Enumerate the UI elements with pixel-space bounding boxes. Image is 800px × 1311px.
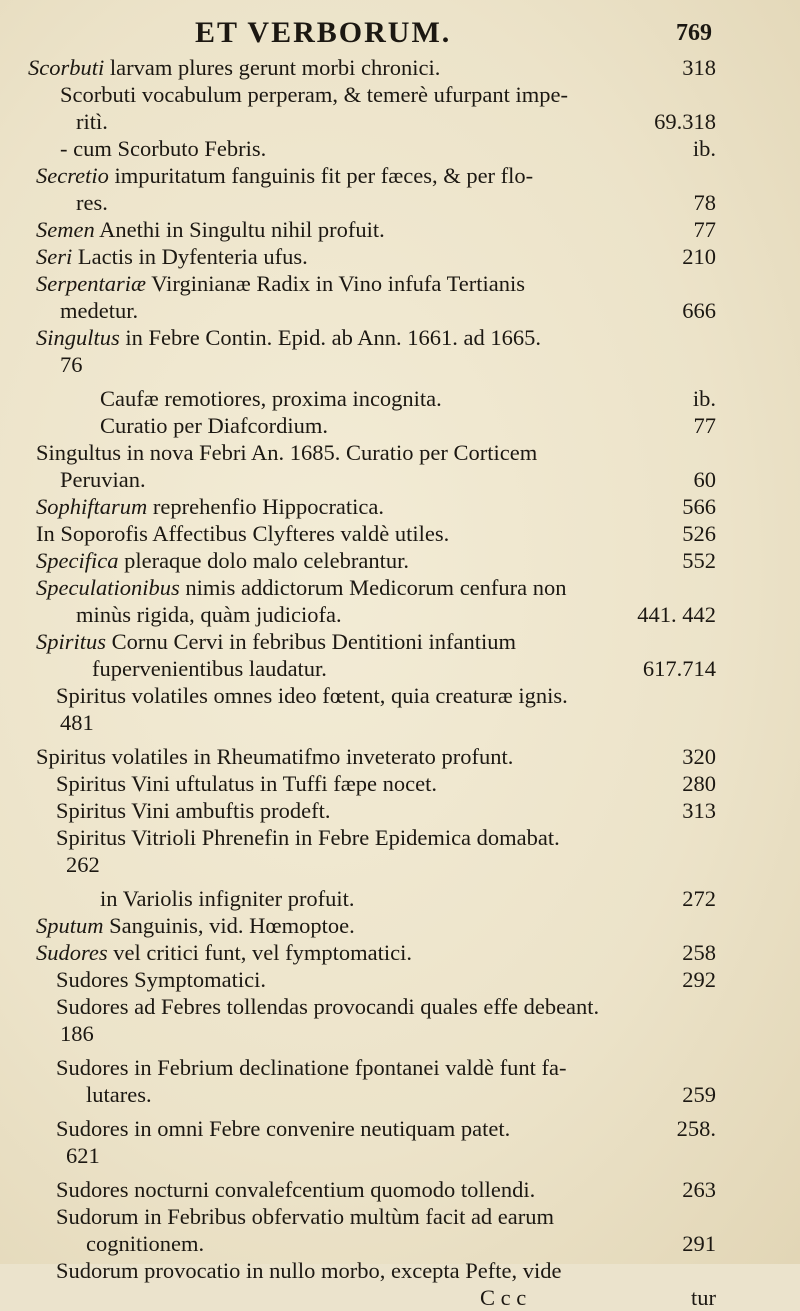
- index-line: [0, 885, 800, 912]
- index-line: [0, 324, 800, 351]
- entry-pages: 318: [682, 55, 716, 80]
- entry-text: Spiritus Vini ambuftis prodeft.: [56, 798, 331, 823]
- entry-text: 76: [60, 352, 83, 377]
- entry-pages: 210: [682, 244, 716, 269]
- entry-pages: 258.: [676, 1116, 716, 1141]
- page-number: 769: [676, 20, 712, 46]
- index-line: [0, 824, 800, 851]
- entry-pages: 552: [682, 548, 716, 573]
- index-line: [0, 297, 800, 324]
- entry-text: Sudorum in Febribus obfervatio multùm facit ad earum: [56, 1204, 555, 1229]
- index-line: [0, 216, 800, 243]
- entry-text: 621: [66, 1143, 100, 1168]
- index-line: [0, 108, 800, 135]
- entry-text: Spiritus volatiles in Rheumatifmo inveterato profunt.: [36, 744, 514, 769]
- entry-text: Sudores in omni Febre convenire neutiquam patet.: [56, 1116, 511, 1141]
- entry-text: Singultus in nova Febri An. 1685. Curatio per Corticem: [36, 440, 538, 465]
- index-line: [0, 270, 800, 297]
- entry-text: Spiritus volatiles omnes ideo fœtent, quia creaturæ ignis.: [56, 683, 568, 708]
- entry-term: Scorbuti: [28, 55, 105, 80]
- entry-pages: 272: [682, 886, 716, 911]
- entry-text: medetur.: [60, 298, 139, 323]
- entry-pages: 617.714: [642, 656, 716, 681]
- entry-pages: 77: [693, 413, 716, 438]
- entry-pages: 566: [682, 494, 716, 519]
- entry-text: in Febre Contin. Epid. ab Ann. 1661. ad 1665.: [119, 325, 541, 350]
- entry-text: 481: [60, 710, 94, 735]
- entry-text: lutares.: [86, 1082, 152, 1107]
- entry-text: pleraque dolo malo celebrantur.: [118, 548, 409, 573]
- entry-text: Virginianæ Radix in Vino infufa Tertianis: [146, 271, 526, 296]
- entry-text: Spiritus Vini uftulatus in Tuffi fæpe nocet.: [56, 771, 437, 796]
- entry-pages: 77: [693, 217, 716, 242]
- index-line: [0, 1176, 800, 1203]
- entry-text: Anethi in Singultu nihil profuit.: [94, 217, 385, 242]
- entry-text: reprehenfio Hippocratica.: [147, 494, 385, 519]
- index-line: [0, 993, 800, 1020]
- entry-text: Sanguinis, vid. Hœmoptoe.: [103, 913, 355, 938]
- index-line: [0, 912, 800, 939]
- entry-text: Cornu Cervi in febribus Dentitioni infantium: [106, 629, 516, 654]
- index-line: [0, 939, 800, 966]
- index-line: [0, 1257, 800, 1284]
- entry-text: - cum Scorbuto Febris.: [60, 136, 267, 161]
- entry-text: Scorbuti vocabulum perperam, & temerè ufurpant impe-: [60, 82, 568, 107]
- entry-term: Singultus: [36, 325, 120, 350]
- entry-text: Peruvian.: [60, 467, 146, 492]
- entry-term: Serpentariæ: [36, 271, 146, 296]
- index-line: [0, 520, 800, 547]
- entry-pages: 320: [682, 744, 716, 769]
- index-line: [0, 743, 800, 770]
- entry-text: vel critici funt, vel fymptomatici.: [107, 940, 412, 965]
- index-line: [0, 81, 800, 108]
- entry-text: impuritatum fanguinis fit per fæces, & per flo-: [108, 163, 534, 188]
- page-header: [0, 8, 800, 52]
- entry-text: Curatio per Diafcordium.: [100, 413, 329, 438]
- entry-term: Secretio: [36, 163, 109, 188]
- entry-text: Lactis in Dyfenteria ufus.: [72, 244, 308, 269]
- entry-pages: ib.: [692, 386, 716, 411]
- catchword: tur: [691, 1285, 716, 1310]
- index-entries: [0, 54, 800, 1311]
- entry-pages: 441. 442: [637, 602, 716, 627]
- entry-text: in Variolis infigniter profuit.: [100, 886, 355, 911]
- entry-term: Sudores: [36, 940, 108, 965]
- entry-text: Sudorum provocatio in nullo morbo, excepta Pefte, vide: [56, 1258, 562, 1283]
- running-title: ET VERBORUM.: [195, 16, 452, 49]
- entry-term: Semen: [36, 217, 95, 242]
- index-line: [0, 54, 800, 81]
- entry-text: Caufæ remotiores, proxima incognita.: [100, 386, 442, 411]
- index-line: [0, 412, 800, 439]
- entry-text: Sudores in Febrium declinatione fpontanei valdè funt fa-: [56, 1055, 567, 1080]
- entry-text: res.: [76, 190, 108, 215]
- index-line: [0, 655, 800, 682]
- index-line: [0, 1020, 800, 1047]
- entry-term: Sophiftarum: [36, 494, 148, 519]
- index-line: [0, 709, 800, 736]
- index-line: [0, 466, 800, 493]
- index-line: [0, 601, 800, 628]
- entry-pages: 526: [682, 521, 716, 546]
- index-line: [0, 493, 800, 520]
- page-footer: [0, 1284, 800, 1311]
- index-line: [0, 851, 800, 878]
- entry-pages: 313: [682, 798, 716, 823]
- entry-text: Sudores Symptomatici.: [56, 967, 266, 992]
- index-line: [0, 1115, 800, 1142]
- entry-term: Seri: [36, 244, 73, 269]
- entry-text: Sudores ad Febres tollendas provocandi quales effe debeant.: [56, 994, 600, 1019]
- entry-pages: 263: [682, 1177, 716, 1202]
- entry-pages: 258: [682, 940, 716, 965]
- entry-text: Sudores nocturni convalefcentium quomodo tollendi.: [56, 1177, 536, 1202]
- entry-term: Speculationibus: [36, 575, 180, 600]
- entry-text: minùs rigida, quàm judiciofa.: [76, 602, 342, 627]
- entry-text: fupervenientibus laudatur.: [92, 656, 327, 681]
- entry-pages: 291: [682, 1231, 716, 1256]
- entry-term: Specifica: [36, 548, 119, 573]
- entry-text: 186: [60, 1021, 94, 1046]
- index-line: [0, 243, 800, 270]
- entry-pages: 666: [682, 298, 716, 323]
- entry-text: cognitionem.: [86, 1231, 205, 1256]
- index-line: [0, 385, 800, 412]
- index-line: [0, 770, 800, 797]
- entry-text: larvam plures gerunt morbi chronici.: [104, 55, 441, 80]
- index-line: [0, 162, 800, 189]
- index-line: [0, 1081, 800, 1108]
- index-line: [0, 1203, 800, 1230]
- entry-pages: ib.: [692, 136, 716, 161]
- entry-pages: 78: [693, 190, 716, 215]
- entry-term: Sputum: [36, 913, 104, 938]
- index-line: [0, 439, 800, 466]
- entry-pages: 69.318: [654, 109, 716, 134]
- index-line: [0, 547, 800, 574]
- index-line: [0, 797, 800, 824]
- entry-text: Spiritus Vitrioli Phrenefin in Febre Epidemica domabat.: [56, 825, 560, 850]
- index-line: [0, 1230, 800, 1257]
- index-line: [0, 1054, 800, 1081]
- entry-pages: 60: [693, 467, 716, 492]
- index-line: [0, 351, 800, 378]
- index-line: [0, 966, 800, 993]
- entry-text: nimis addictorum Medicorum cenfura non: [179, 575, 567, 600]
- entry-text: 262: [66, 852, 100, 877]
- entry-pages: 292: [682, 967, 716, 992]
- entry-pages: 280: [682, 771, 716, 796]
- signature-mark: C c c: [480, 1285, 527, 1310]
- index-line: [0, 574, 800, 601]
- entry-term: Spiritus: [36, 629, 107, 654]
- entry-pages: 259: [682, 1082, 716, 1107]
- index-line: [0, 135, 800, 162]
- index-line: [0, 682, 800, 709]
- index-line: [0, 1142, 800, 1169]
- index-line: [0, 628, 800, 655]
- entry-text: ritì.: [76, 109, 108, 134]
- entry-text: In Soporofis Affectibus Clyfteres valdè utiles.: [36, 521, 450, 546]
- index-line: [0, 189, 800, 216]
